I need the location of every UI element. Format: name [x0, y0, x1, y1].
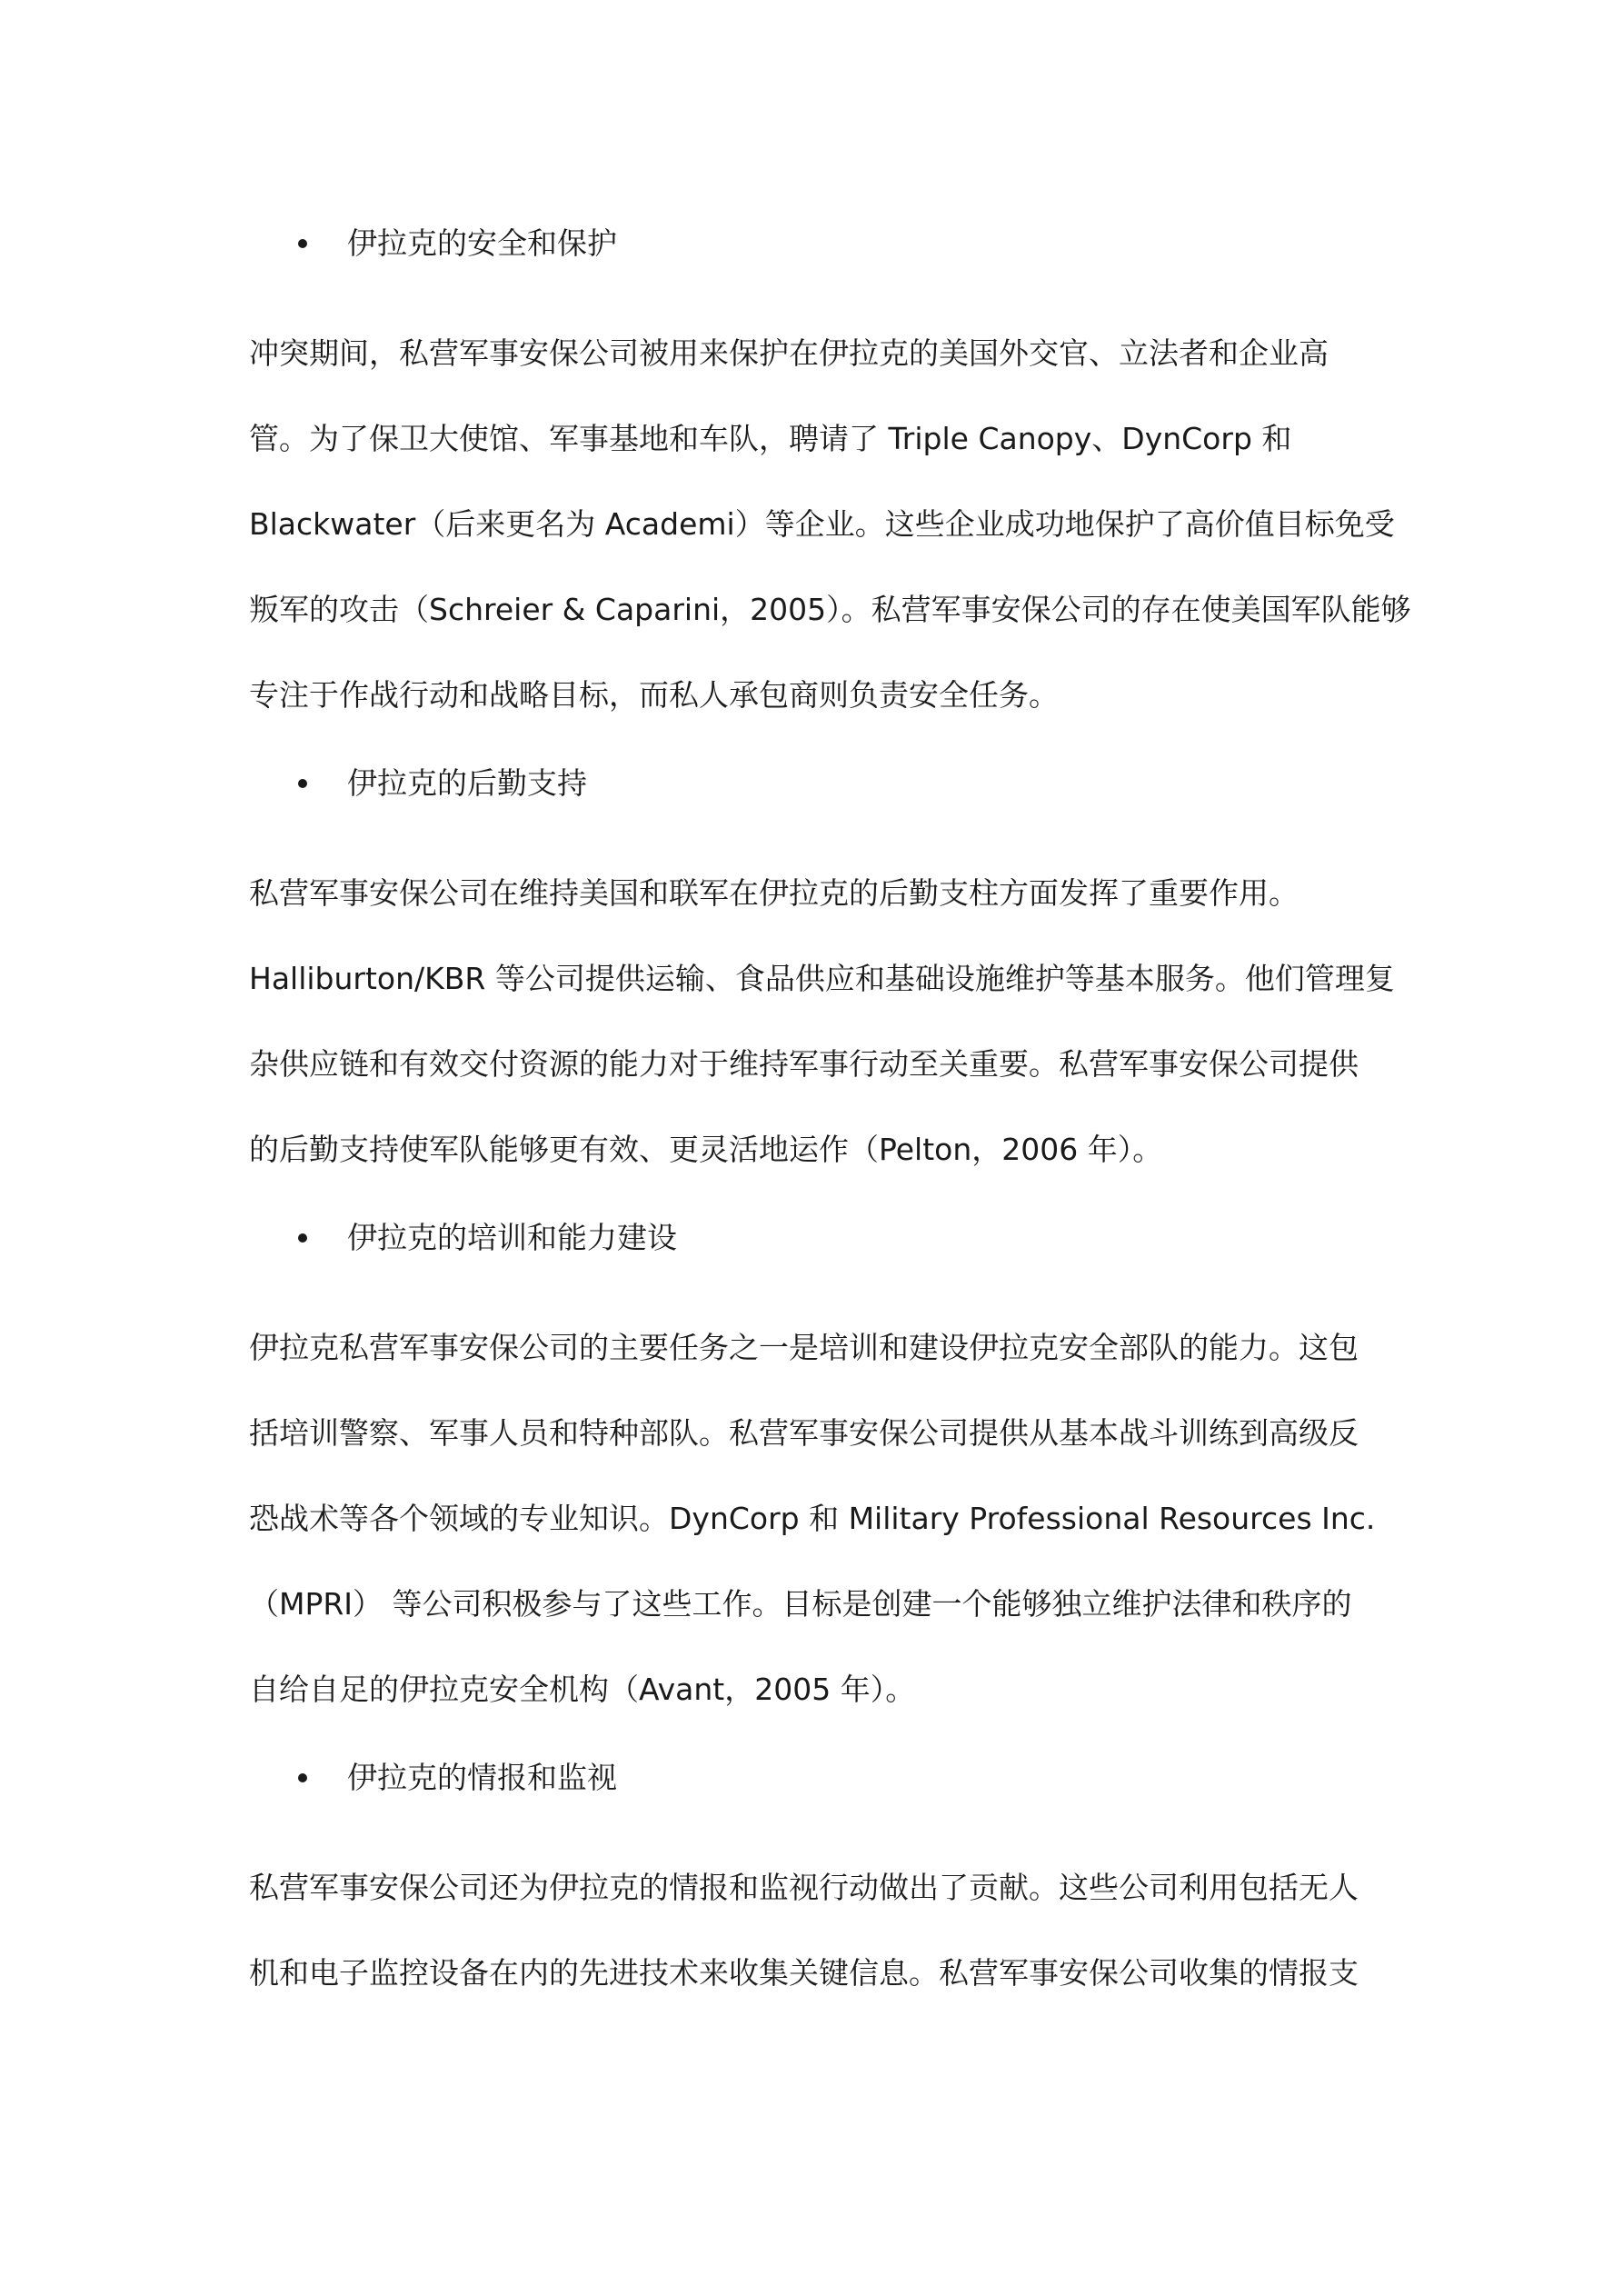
paragraph-line: 括培训警察、军事人员和特种部队。私营军事安保公司提供从基本战斗训练到高级反 [249, 1415, 1359, 1451]
section-heading-text: 伊拉克的后勤支持 [347, 765, 587, 801]
paragraph-training [249, 1305, 1394, 1732]
paragraph-line: 私营军事安保公司在维持美国和联军在伊拉克的后勤支柱方面发挥了重要作用。 [249, 875, 1299, 911]
bullet-icon [298, 1773, 307, 1782]
bullet-icon [298, 779, 307, 788]
paragraph-line: 私营军事安保公司还为伊拉克的情报和监视行动做出了贡献。这些公司利用包括无人 [249, 1870, 1359, 1905]
section-heading-intelligence [249, 1754, 1394, 1802]
section-heading-security [249, 220, 1394, 267]
bullet-icon [298, 239, 307, 248]
paragraph-security [249, 311, 1411, 738]
paragraph-line: 的后勤支持使军队能够更有效、更灵活地运作（Pelton，2006 年）。 [249, 1132, 1163, 1167]
paragraph-line: 冲突期间，私营军事安保公司被用来保护在伊拉克的美国外交官、立法者和企业高 [249, 335, 1329, 371]
paragraph-line: （MPRI） 等公司积极参与了这些工作。目标是创建一个能够独立维护法律和秩序的 [249, 1586, 1352, 1622]
section-heading-text: 伊拉克的情报和监视 [347, 1760, 617, 1795]
paragraph-line: 恐战术等各个领域的专业知识。DynCorp 和 Military Professional Resources Inc. [249, 1501, 1376, 1536]
paragraph-line: 伊拉克私营军事安保公司的主要任务之一是培训和建设伊拉克安全部队的能力。这包 [249, 1330, 1359, 1365]
document-body [249, 220, 1411, 2016]
paragraph-line: 管。为了保卫大使馆、军事基地和车队，聘请了 Triple Canopy、DynCorp 和 [249, 421, 1292, 456]
section-heading-training [249, 1214, 1394, 1262]
paragraph-line: 叛军的攻击（Schreier & Caparini，2005）。私营军事安保公司的存在使美国军队能够 [249, 592, 1411, 627]
bullet-icon [298, 1233, 307, 1243]
section-heading-logistics [249, 760, 1394, 807]
paragraph-line: 杂供应链和有效交付资源的能力对于维持军事行动至关重要。私营军事安保公司提供 [249, 1046, 1359, 1082]
paragraph-line: 机和电子监控设备在内的先进技术来收集关键信息。私营军事安保公司收集的情报支 [249, 1955, 1359, 1991]
paragraph-line: Halliburton/KBR 等公司提供运输、食品供应和基础设施维护等基本服务。他们管理复 [249, 961, 1395, 996]
section-heading-text: 伊拉克的培训和能力建设 [347, 1220, 677, 1255]
paragraph-line: 自给自足的伊拉克安全机构（Avant，2005 年）。 [249, 1672, 916, 1707]
section-heading-text: 伊拉克的安全和保护 [347, 225, 617, 261]
paragraph-line: 专注于作战行动和战略目标，而私人承包商则负责安全任务。 [249, 677, 1059, 713]
paragraph-line: Blackwater（后来更名为 Academi）等企业。这些企业成功地保护了高价值目标免受 [249, 506, 1395, 542]
paragraph-logistics [249, 851, 1394, 1193]
paragraph-intelligence [249, 1845, 1394, 2016]
